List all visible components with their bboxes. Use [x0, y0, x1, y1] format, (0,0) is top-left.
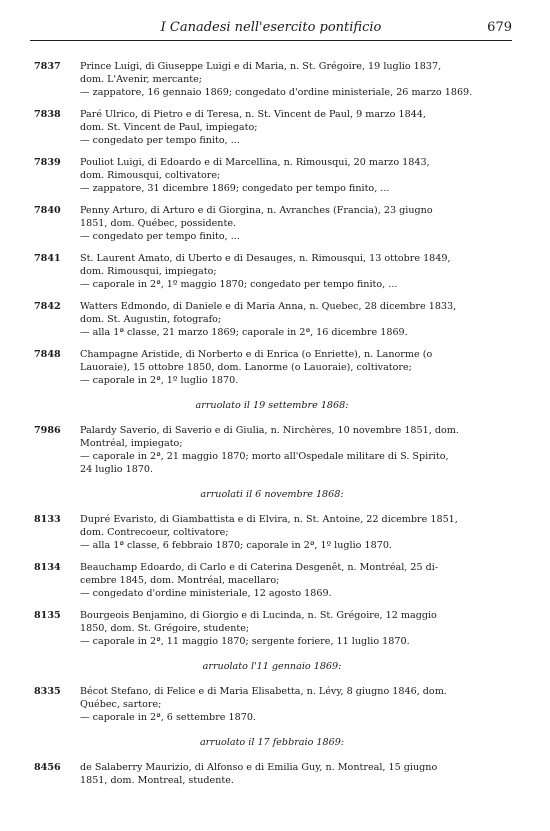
entry-number: 8134: [34, 562, 61, 573]
register-entry: [34, 204, 510, 243]
register-entry: [34, 156, 510, 195]
entry-text-line: — alla 1ª classe, 6 febbraio 1870; caporale in 2ª, 1º luglio 1870.: [80, 540, 392, 551]
entry-number: 7841: [34, 253, 61, 264]
register-entry: [34, 685, 510, 724]
entry-number: 8456: [34, 762, 61, 773]
register-entry: [34, 513, 510, 552]
register-entry: [34, 108, 510, 147]
entry-text-line: Palardy Saverio, di Saverio e di Giulia, n. Nirchères, 10 novembre 1851, dom.: [80, 425, 459, 436]
entry-number: 7840: [34, 205, 61, 216]
enrollment-date-heading: arruolato il 19 settembre 1868:: [195, 400, 349, 411]
entry-text-line: 1850, dom. St. Grégoire, studente;: [80, 623, 250, 634]
entry-text-line: Champagne Aristide, di Norberto e di Enrica (o Enriette), n. Lanorme (o: [80, 349, 433, 360]
entry-text-line: — alla 1ª classe, 21 marzo 1869; caporale in 2ª, 16 dicembre 1869.: [80, 327, 408, 338]
entry-text-line: — congedato per tempo finito, ...: [80, 135, 240, 146]
entry-text-line: St. Laurent Amato, di Uberto e di Desauges, n. Rimousqui, 13 ottobre 1849,: [80, 253, 451, 264]
entry-number: 7986: [34, 425, 61, 436]
entry-number: 7839: [34, 157, 61, 168]
entry-text-line: Lauoraie), 15 ottobre 1850, dom. Lanorme (o Lauoraie), coltivatore;: [80, 362, 412, 373]
entry-text-line: — congedato per tempo finito, ...: [80, 231, 240, 242]
entry-number: 8133: [34, 514, 61, 525]
entry-text-line: Bourgeois Benjamino, di Giorgio e di Lucinda, n. St. Grégoire, 12 maggio: [80, 610, 437, 621]
entry-text-line: dom. Contrecoeur, coltivatore;: [80, 527, 229, 538]
register-entry: [34, 609, 510, 648]
entry-number: 8335: [34, 686, 61, 697]
entry-number: 7837: [34, 61, 61, 72]
register-entry: [34, 424, 510, 476]
entry-text-line: Penny Arturo, di Arturo e di Giorgina, n. Avranches (Francia), 23 giugno: [80, 205, 433, 216]
entry-text-line: — caporale in 2ª, 11 maggio 1870; sergente foriere, 11 luglio 1870.: [80, 636, 410, 647]
register-entry: [34, 252, 510, 291]
entry-text-line: 1851, dom. Montreal, studente.: [80, 775, 234, 786]
entry-text-line: — caporale in 2ª, 1º luglio 1870.: [80, 375, 239, 386]
entry-text-line: — caporale in 2ª, 21 maggio 1870; morto all'Ospedale militare di S. Spirito,: [80, 451, 449, 462]
register-entry: [34, 300, 510, 339]
enrollment-date-heading: arruolati il 6 novembre 1868:: [200, 489, 344, 500]
register-entries: [34, 60, 510, 796]
entry-number: 7848: [34, 349, 61, 360]
entry-text-line: Québec, sartore;: [80, 699, 162, 710]
enrollment-date-heading: arruolato l'11 gennaio 1869:: [202, 661, 342, 672]
entry-text-line: dom. Rimousqui, impiegato;: [80, 266, 217, 277]
register-entry: [34, 348, 510, 387]
entry-text-line: — zappatore, 16 gennaio 1869; congedato d'ordine ministeriale, 26 marzo 1869.: [80, 87, 473, 98]
entry-text-line: 1851, dom. Québec, possidente.: [80, 218, 237, 229]
entry-text-line: Bécot Stefano, di Felice e di Maria Elisabetta, n. Lévy, 8 giugno 1846, dom.: [80, 686, 447, 697]
running-title: I Canadesi nell'esercito pontificio: [160, 20, 382, 35]
page-number: 679: [487, 20, 512, 35]
entry-text-line: — congedato d'ordine ministeriale, 12 agosto 1869.: [80, 588, 332, 599]
entry-text-line: Beauchamp Edoardo, di Carlo e di Caterina Desgenêt, n. Montréal, 25 di-: [80, 562, 439, 573]
entry-number: 7838: [34, 109, 61, 120]
entry-text-line: Montréal, impiegato;: [80, 438, 183, 449]
entry-text-line: Paré Ulrico, di Pietro e di Teresa, n. St. Vincent de Paul, 9 marzo 1844,: [80, 109, 426, 120]
entry-text-line: — caporale in 2ª, 6 settembre 1870.: [80, 712, 256, 723]
running-header: [30, 18, 512, 41]
entry-number: 8135: [34, 610, 61, 621]
entry-text-line: de Salaberry Maurizio, di Alfonso e di Emilia Guy, n. Montreal, 15 giugno: [80, 762, 438, 773]
entry-number: 7842: [34, 301, 61, 312]
entry-text-line: Watters Edmondo, di Daniele e di Maria Anna, n. Quebec, 28 dicembre 1833,: [80, 301, 457, 312]
entry-text-line: — caporale in 2ª, 1º maggio 1870; congedato per tempo finito, ...: [80, 279, 398, 290]
entry-text-line: Prince Luigi, di Giuseppe Luigi e di Maria, n. St. Grégoire, 19 luglio 1837,: [80, 61, 442, 72]
entry-text-line: dom. St. Augustin, fotografo;: [80, 314, 222, 325]
entry-text-line: — zappatore, 31 dicembre 1869; congedato per tempo finito, ...: [80, 183, 390, 194]
entry-text-line: Pouliot Luigi, di Edoardo e di Marcellina, n. Rimousqui, 20 marzo 1843,: [80, 157, 430, 168]
entry-text-line: cembre 1845, dom. Montréal, macellaro;: [80, 575, 280, 586]
entry-text-line: Dupré Evaristo, di Giambattista e di Elvira, n. St. Antoine, 22 dicembre 1851,: [80, 514, 458, 525]
entry-text-line: dom. L'Avenir, mercante;: [80, 74, 203, 85]
register-entry: [34, 561, 510, 600]
entry-text-line: dom. St. Vincent de Paul, impiegato;: [80, 122, 258, 133]
register-entry: [34, 60, 510, 99]
entry-text-line: dom. Rimousqui, coltivatore;: [80, 170, 221, 181]
enrollment-date-heading: arruolato il 17 febbraio 1869:: [199, 737, 345, 748]
entry-text-line: 24 luglio 1870.: [80, 464, 154, 475]
register-entry: [34, 761, 510, 787]
